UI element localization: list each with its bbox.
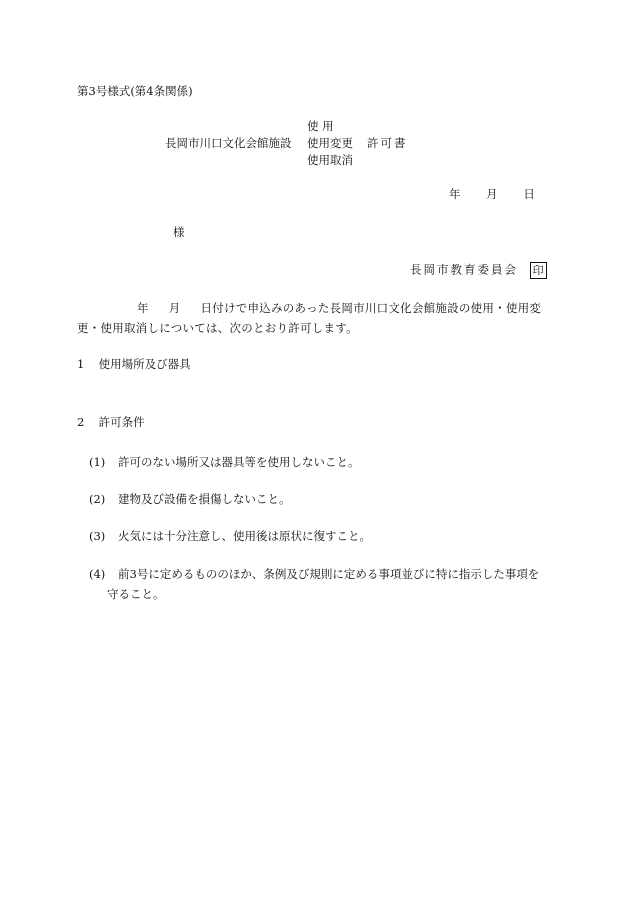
issuer bbox=[410, 262, 547, 279]
condition-number: (4) bbox=[89, 567, 106, 581]
condition-item bbox=[89, 489, 559, 509]
body-month-label: 月 bbox=[168, 301, 181, 315]
condition-item bbox=[89, 452, 559, 472]
condition-number: (1) bbox=[89, 455, 106, 469]
date-year-label: 年 bbox=[449, 187, 461, 201]
permit-statement bbox=[77, 298, 552, 338]
section-number: 1 bbox=[77, 357, 85, 371]
section-label: 使用場所及び器具 bbox=[98, 357, 191, 371]
condition-text: 許可のない場所又は器具等を使用しないこと。 bbox=[118, 455, 360, 469]
condition-text: 火気には十分注意し、使用後は原状に復すこと。 bbox=[118, 529, 371, 543]
condition-number: (2) bbox=[89, 492, 106, 506]
condition-text-continuation: 守ること。 bbox=[107, 587, 165, 601]
condition-number: (3) bbox=[89, 529, 106, 543]
issuer-name: 長岡市教育委員会 bbox=[410, 262, 518, 277]
document-title bbox=[0, 119, 630, 169]
condition-text: 建物及び設備を損傷しないこと。 bbox=[118, 492, 291, 506]
body-year-label: 年 bbox=[137, 301, 149, 315]
form-number: 第3号様式(第4条関係) bbox=[77, 84, 193, 98]
condition-text: 前3号に定めるもののほか、条例及び規則に定める事項並びに特に指示した事項を bbox=[118, 567, 540, 581]
section-label: 許可条件 bbox=[98, 415, 145, 429]
seal-stamp: 印 bbox=[530, 262, 547, 279]
section-permit-conditions bbox=[77, 415, 145, 431]
title-permit-label: 許可書 bbox=[367, 136, 408, 150]
section-number: 2 bbox=[77, 415, 85, 429]
condition-item bbox=[89, 564, 559, 604]
permit-statement-line-1 bbox=[77, 298, 552, 318]
issue-date bbox=[449, 187, 535, 203]
body-text-line-1: 日付けで申込みのあった長岡市川口文化会館施設の使用・使用変 bbox=[200, 301, 542, 315]
title-option-change: 使用変更 bbox=[307, 136, 353, 150]
title-option-use: 使 用 bbox=[307, 119, 334, 133]
date-day-label: 日 bbox=[523, 187, 535, 201]
date-month-label: 月 bbox=[486, 187, 498, 201]
title-facility-name: 長岡市川口文化会館施設 bbox=[165, 136, 292, 150]
section-usage-place bbox=[77, 357, 191, 373]
addressee: 様 bbox=[173, 225, 185, 239]
condition-item bbox=[89, 526, 559, 546]
title-usage-options bbox=[307, 119, 353, 170]
permit-statement-line-2: 更・使用取消しについては、次のとおり許可します。 bbox=[77, 321, 358, 335]
title-option-cancel: 使用取消 bbox=[307, 153, 353, 167]
